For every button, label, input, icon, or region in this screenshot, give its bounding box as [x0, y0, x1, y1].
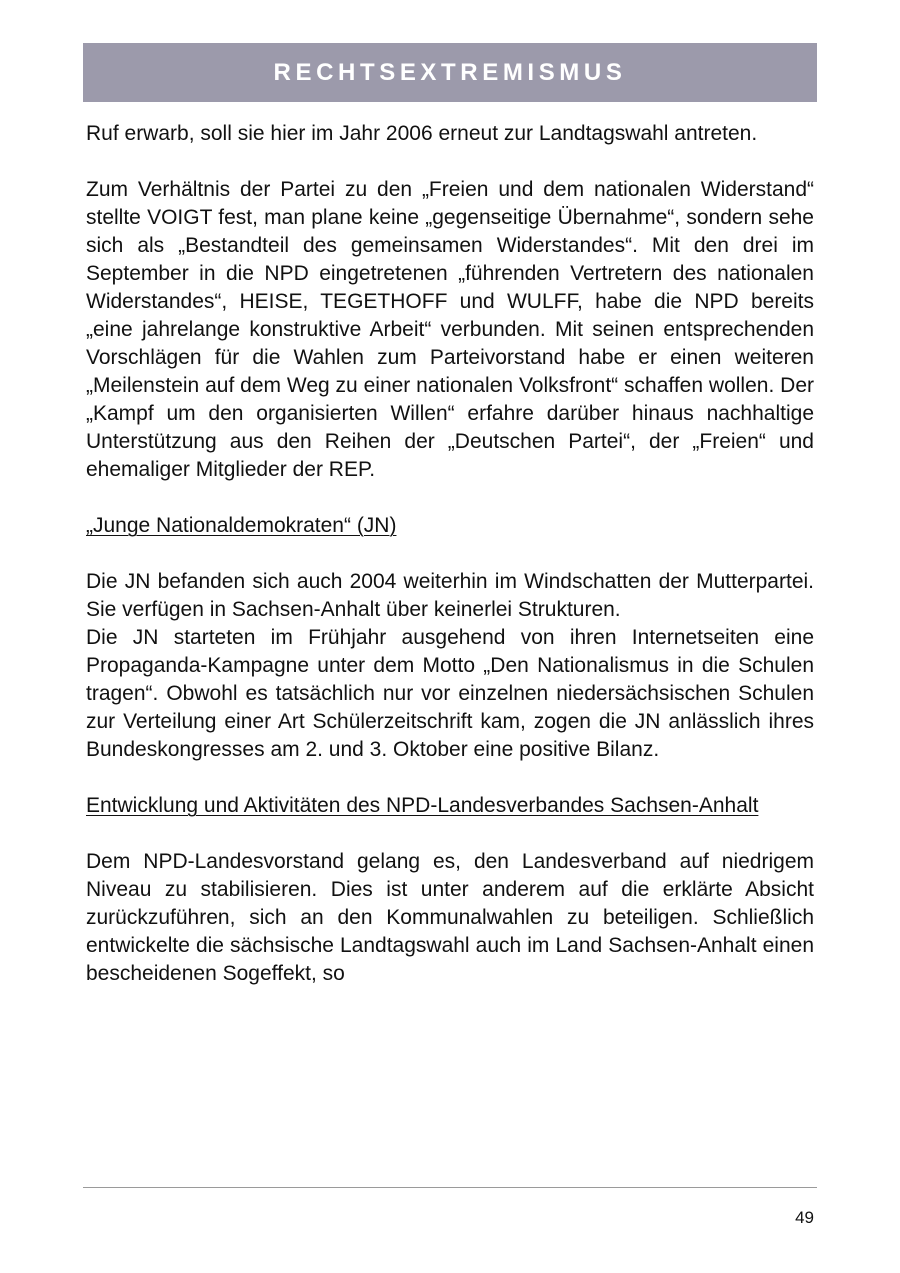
paragraph-gap	[86, 540, 814, 568]
paragraph-jn-structure: Die JN befanden sich auch 2004 weiterhin im Windschatten der Mutterpartei. Sie verfügen in Sachsen-Anhalt über keinerlei Strukturen.	[86, 570, 814, 621]
footer-divider	[83, 1187, 817, 1188]
paragraph-intro: Ruf erwarb, soll sie hier im Jahr 2006 erneut zur Landtagswahl antreten.	[86, 122, 758, 145]
paragraph-npd-stabilization: Dem NPD-Landesvorstand gelang es, den Landesverband auf niedrigem Niveau zu stabilisieren. Dies ist unter anderem auf die erklärte Absicht zurückzuführen, sich an den Kommunalwahlen zu beteiligen. Schließlich entwickelte die sächsische Landtagswahl auch im Land Sachsen-Anhalt einen bescheidenen Sogeffekt, so	[86, 850, 814, 985]
page-body	[86, 120, 814, 988]
paragraph-gap	[86, 820, 814, 848]
subheading-jn: „Junge Nationaldemokraten“ (JN)	[86, 514, 397, 537]
paragraph-voigt-statement: Zum Verhältnis der Partei zu den „Freien und dem nationalen Widerstand“ stellte VOIGT fest, man plane keine „gegenseitige Übernahme“, sondern sehe sich als „Bestandteil des gemeinsamen Widerstandes“. Mit den drei im September in die NPD eingetretenen „führenden Vertretern des nationalen Widerstandes“, HEISE, TEGETHOFF und WULFF, habe die NPD bereits „eine jahrelange konstruktive Arbeit“ verbunden. Mit seinen entsprechenden Vorschlägen für die Wahlen zum Parteivorstand habe er einen weiteren „Meilenstein auf dem Weg zu einer nationalen Volksfront“ schaffen wollen. Der „Kampf um den organisierten Willen“ erfahre darüber hinaus nachhaltige Unterstützung aus den Reihen der „Deutschen Partei“, der „Freien“ und ehemaliger Mitglieder der REP.	[86, 178, 814, 481]
paragraph-jn-campaign: Die JN starteten im Frühjahr ausgehend von ihren Internetseiten eine Propaganda-Kampagne unter dem Motto „Den Nationalismus in die Schulen tragen“. Obwohl es tatsächlich nur vor einzelnen niedersächsischen Schulen zur Verteilung einer Art Schülerzeitschrift kam, zogen die JN anlässlich ihres Bundeskongresses am 2. und 3. Oktober eine positive Bilanz.	[86, 626, 814, 761]
page-number: 49	[795, 1208, 814, 1227]
paragraph-gap	[86, 148, 814, 176]
subheading-npd-landesverband: Entwicklung und Aktivitäten des NPD-Landesverbandes Sachsen-Anhalt	[86, 794, 759, 817]
paragraph-gap	[86, 484, 814, 512]
paragraph-gap	[86, 764, 814, 792]
section-title: RECHTSEXTREMISMUS	[273, 58, 627, 86]
section-header-bar	[83, 43, 817, 102]
